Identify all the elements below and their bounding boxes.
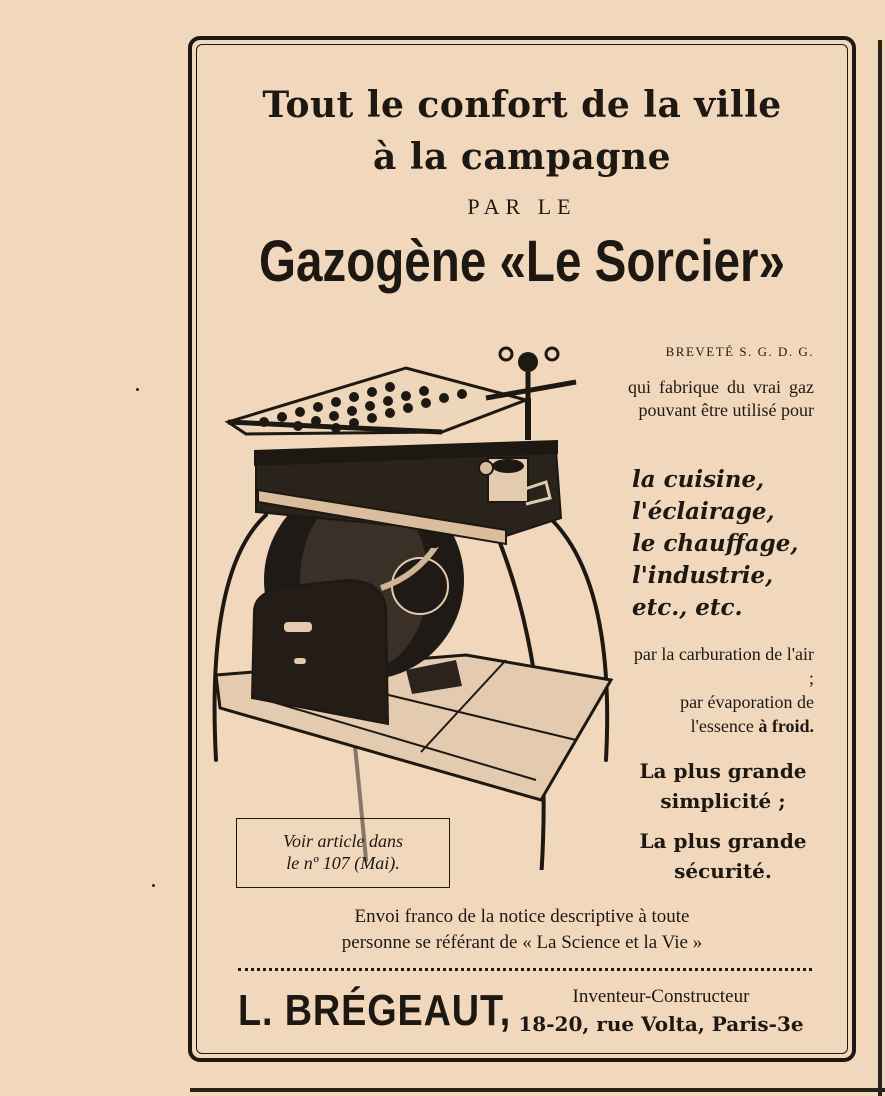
bottom-rule [190, 1088, 885, 1092]
maker-address: 18-20, rue Volta, Paris-3e [518, 1012, 804, 1036]
margin-speck [152, 884, 155, 887]
margin-speck [136, 388, 139, 391]
use-item: le chauffage, [632, 530, 799, 557]
method-emphasis: à froid. [758, 716, 814, 736]
article-reference-box [236, 818, 450, 888]
use-item: l'éclairage, [632, 498, 775, 525]
product-name: Gazogène «Le Sorcier» [258, 229, 786, 294]
method-line-1: par la carburation de l'air ; [633, 644, 814, 688]
intro-text: qui fabrique du vrai gaz pouvant être utilisé pour [628, 377, 814, 420]
article-line-2: le nº 107 (Mai). [286, 853, 400, 873]
use-item: la cuisine, [632, 466, 765, 493]
use-item: l'industrie, [632, 562, 774, 589]
article-line-1: Voir article dans [283, 831, 403, 851]
patent-notice: BREVETÉ S. G. D. G. [665, 344, 814, 359]
headline-connector: PAR LE [467, 194, 577, 219]
dotted-divider [238, 968, 812, 971]
envoi-notice [196, 904, 848, 956]
method-text [628, 642, 814, 738]
gas-generator-illustration [206, 340, 626, 870]
claim-safety: La plus grande sécurité. [639, 829, 807, 883]
claim-simplicity: La plus grande simplicité ; [639, 759, 807, 813]
envoi-line-2: personne se référant de « La Science et la Vie » [341, 932, 703, 953]
headline-line-2: à la campagne [373, 136, 671, 178]
method-line-2-text: par évaporation de l'essence [680, 692, 814, 736]
page-edge [878, 40, 882, 1096]
maker-name: L. BRÉGEAUT, [238, 986, 512, 1035]
headline-line-1: Tout le confort de la ville [262, 84, 782, 126]
method-line-2 [628, 690, 814, 738]
envoi-line-1: Envoi franco de la notice descriptive à toute [354, 906, 690, 927]
use-item: etc., etc. [632, 594, 743, 621]
maker-role: Inventeur-Constructeur [572, 986, 750, 1007]
uses-list [632, 464, 822, 624]
